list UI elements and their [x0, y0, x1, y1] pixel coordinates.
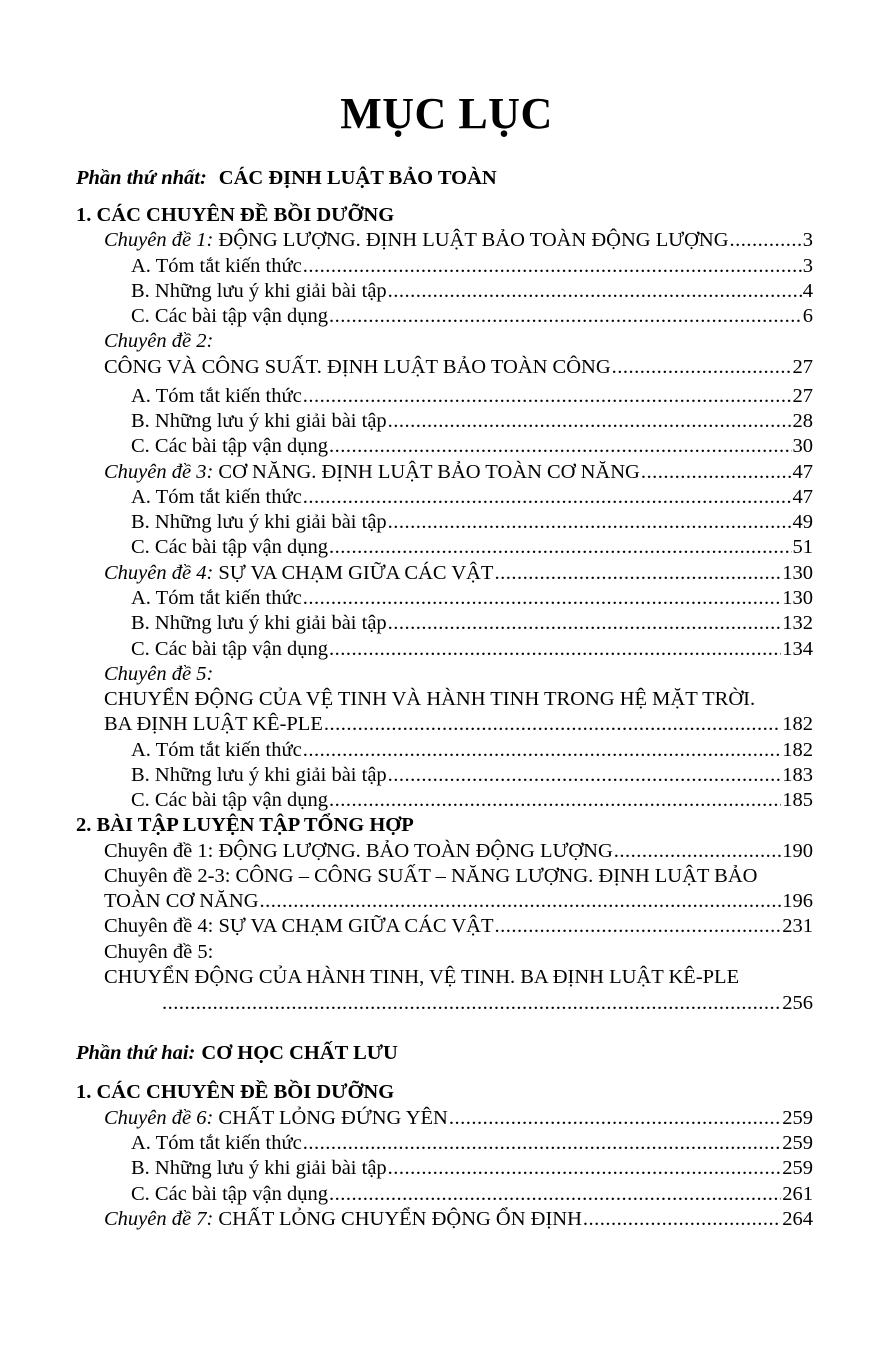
- dot-leader: [303, 485, 792, 510]
- toc-entry[interactable]: [131, 485, 813, 510]
- part-name: CƠ HỌC CHẤT LƯU: [201, 1042, 398, 1064]
- entry-text: B. Những lưu ý khi giải bài tập: [131, 410, 387, 432]
- toc-entry[interactable]: [104, 889, 813, 914]
- page-number: 130: [782, 562, 813, 584]
- entry-text: A. Tóm tắt kiến thức: [131, 255, 302, 277]
- topic-title: SỰ VA CHẠM GIỮA CÁC VẬT: [213, 562, 494, 584]
- part-heading: [76, 1041, 398, 1066]
- page-number: 259: [782, 1132, 813, 1154]
- dot-leader: [583, 1207, 781, 1232]
- dot-leader: [329, 637, 781, 662]
- entry-text: C. Các bài tập vận dụng: [131, 789, 328, 811]
- page-title: MỤC LỤC: [340, 89, 553, 138]
- dot-leader: [329, 434, 792, 459]
- toc-entry[interactable]: [131, 763, 813, 788]
- dot-leader: [388, 1156, 782, 1181]
- entry-text: C. Các bài tập vận dụng: [131, 1183, 328, 1205]
- topic-prefix: Chuyên đề 1:: [104, 229, 214, 251]
- dot-leader: [260, 889, 782, 914]
- entry-text: Chuyên đề 2-3: CÔNG – CÔNG SUẤT – NĂNG LƯỢNG. ĐỊNH LUẬT BẢO: [104, 865, 758, 887]
- topic-title: ĐỘNG LƯỢNG. ĐỊNH LUẬT BẢO TOÀN ĐỘNG LƯỢNG: [213, 229, 729, 251]
- page-number: 134: [782, 638, 813, 660]
- topic-prefix: Chuyên đề 5:: [104, 663, 214, 685]
- page-number: 51: [792, 536, 813, 558]
- toc-entry[interactable]: [131, 384, 813, 409]
- entry-text: A. Tóm tắt kiến thức: [131, 587, 302, 609]
- toc-entry[interactable]: [104, 839, 813, 864]
- dot-leader: [494, 561, 781, 586]
- toc-entry[interactable]: [104, 228, 813, 253]
- entry-text: C. Các bài tập vận dụng: [131, 638, 328, 660]
- page-number: 27: [792, 385, 813, 407]
- entry-text: A. Tóm tắt kiến thức: [131, 1132, 302, 1154]
- entry-text: C. Các bài tập vận dụng: [131, 536, 328, 558]
- entry-text: B. Những lưu ý khi giải bài tập: [131, 511, 387, 533]
- page-number: 264: [782, 1208, 813, 1230]
- page-number: 28: [792, 410, 813, 432]
- part-label: Phần thứ nhất:: [76, 167, 207, 189]
- topic-prefix: Chuyên đề 6:: [104, 1107, 214, 1129]
- topic-title: CHUYỂN ĐỘNG CỦA VỆ TINH VÀ HÀNH TINH TRONG HỆ MẶT TRỜI.: [104, 688, 756, 710]
- topic-title: BA ĐỊNH LUẬT KÊ-PLE: [104, 713, 323, 735]
- entry-text: C. Các bài tập vận dụng: [131, 305, 328, 327]
- page-number: 231: [782, 915, 813, 937]
- part-heading: [76, 166, 497, 191]
- toc-entry[interactable]: [131, 535, 813, 560]
- dot-leader: [641, 460, 792, 485]
- dot-leader: [303, 1131, 782, 1156]
- dot-leader: [329, 1182, 781, 1207]
- dot-leader: [303, 384, 792, 409]
- page-number: 3: [802, 229, 813, 251]
- entry-text: B. Những lưu ý khi giải bài tập: [131, 1157, 387, 1179]
- entry-text: B. Những lưu ý khi giải bài tập: [131, 764, 387, 786]
- page-number: 190: [782, 840, 813, 862]
- toc-entry[interactable]: [131, 279, 813, 304]
- toc-entry[interactable]: [131, 304, 813, 329]
- topic-prefix: Chuyên đề 3:: [104, 461, 214, 483]
- entry-text: B. Những lưu ý khi giải bài tập: [131, 612, 387, 634]
- dot-leader: [494, 914, 781, 939]
- page-number: 47: [792, 486, 813, 508]
- section-heading: 1. CÁC CHUYÊN ĐỀ BỒI DƯỠNG: [76, 204, 395, 226]
- toc-entry[interactable]: [131, 1131, 813, 1156]
- entry-text: C. Các bài tập vận dụng: [131, 435, 328, 457]
- page-number: 196: [782, 890, 813, 912]
- topic-prefix: Chuyên đề 2:: [104, 330, 214, 352]
- dot-leader: [388, 763, 782, 788]
- topic-title: CHẤT LỎNG CHUYỂN ĐỘNG ỔN ĐỊNH: [213, 1208, 582, 1230]
- dot-leader: [162, 991, 781, 1016]
- topic-title: CƠ NĂNG. ĐỊNH LUẬT BẢO TOÀN CƠ NĂNG: [213, 461, 640, 483]
- entry-text: CHUYỂN ĐỘNG CỦA HÀNH TINH, VỆ TINH. BA ĐỊNH LUẬT KÊ-PLE: [104, 966, 740, 988]
- topic-title: CÔNG VÀ CÔNG SUẤT. ĐỊNH LUẬT BẢO TOÀN CÔNG: [104, 356, 611, 378]
- page-number: 183: [782, 764, 813, 786]
- dot-leader: [303, 738, 782, 763]
- page-number: 185: [782, 789, 813, 811]
- dot-leader: [303, 254, 802, 279]
- toc-entry[interactable]: [131, 637, 813, 662]
- dot-leader: [329, 304, 802, 329]
- page-number: 47: [792, 461, 813, 483]
- dot-leader: [730, 228, 802, 253]
- page-number: 256: [782, 992, 813, 1014]
- topic-prefix: Chuyên đề 4:: [104, 562, 214, 584]
- entry-text: Chuyên đề 4: SỰ VA CHẠM GIỮA CÁC VẬT: [104, 915, 494, 937]
- toc-entry[interactable]: [104, 1207, 813, 1232]
- toc-entry[interactable]: [131, 434, 813, 459]
- dot-leader: [388, 611, 782, 636]
- entry-text: Chuyên đề 5:: [104, 941, 214, 963]
- page-number: 259: [782, 1157, 813, 1179]
- page-number: 3: [802, 255, 813, 277]
- toc-entry[interactable]: [131, 409, 813, 434]
- page-number: 130: [782, 587, 813, 609]
- dot-leader: [303, 586, 782, 611]
- toc-entry[interactable]: [131, 611, 813, 636]
- page-number: 261: [782, 1183, 813, 1205]
- part-label: Phần thứ hai:: [76, 1042, 196, 1064]
- page-number: 182: [782, 713, 813, 735]
- toc-entry[interactable]: [131, 1182, 813, 1207]
- entry-text: A. Tóm tắt kiến thức: [131, 486, 302, 508]
- dot-leader: [329, 788, 781, 813]
- dot-leader: [612, 355, 792, 380]
- toc-entry[interactable]: [104, 712, 813, 737]
- dot-leader: [324, 712, 781, 737]
- entry-text: Chuyên đề 1: ĐỘNG LƯỢNG. BẢO TOÀN ĐỘNG LƯỢNG: [104, 840, 613, 862]
- page-number: 6: [802, 305, 813, 327]
- page-number: 132: [782, 612, 813, 634]
- dot-leader: [449, 1106, 781, 1131]
- page-number: 259: [782, 1107, 813, 1129]
- toc-entry[interactable]: [104, 460, 813, 485]
- page-number: 27: [792, 356, 813, 378]
- toc-entry[interactable]: [104, 561, 813, 586]
- toc-entry[interactable]: [131, 1156, 813, 1181]
- section-heading: 2. BÀI TẬP LUYỆN TẬP TỔNG HỢP: [76, 814, 414, 836]
- toc-entry[interactable]: [104, 355, 813, 380]
- part-name: CÁC ĐỊNH LUẬT BẢO TOÀN: [218, 167, 497, 189]
- page-number: 49: [792, 511, 813, 533]
- page-number: 182: [782, 739, 813, 761]
- entry-text: A. Tóm tắt kiến thức: [131, 739, 302, 761]
- toc-entry[interactable]: [131, 510, 813, 535]
- section-heading: 1. CÁC CHUYÊN ĐỀ BỒI DƯỠNG: [76, 1081, 395, 1103]
- dot-leader: [614, 839, 781, 864]
- toc-entry[interactable]: [131, 788, 813, 813]
- page-number: 30: [792, 435, 813, 457]
- dot-leader: [329, 535, 792, 560]
- topic-title: CHẤT LỎNG ĐỨNG YÊN: [213, 1107, 448, 1129]
- topic-prefix: Chuyên đề 7:: [104, 1208, 214, 1230]
- page-number: 4: [802, 280, 813, 302]
- toc-entry[interactable]: [104, 1106, 813, 1131]
- entry-text: A. Tóm tắt kiến thức: [131, 385, 302, 407]
- toc-entry[interactable]: [131, 586, 813, 611]
- toc-entry[interactable]: [104, 914, 813, 939]
- dot-leader: [388, 279, 802, 304]
- toc-entry[interactable]: [104, 991, 813, 1016]
- dot-leader: [388, 409, 792, 434]
- toc-entry[interactable]: [131, 254, 813, 279]
- entry-text: B. Những lưu ý khi giải bài tập: [131, 280, 387, 302]
- dot-leader: [388, 510, 792, 535]
- toc-entry[interactable]: [131, 738, 813, 763]
- entry-text: TOÀN CƠ NĂNG: [104, 890, 259, 912]
